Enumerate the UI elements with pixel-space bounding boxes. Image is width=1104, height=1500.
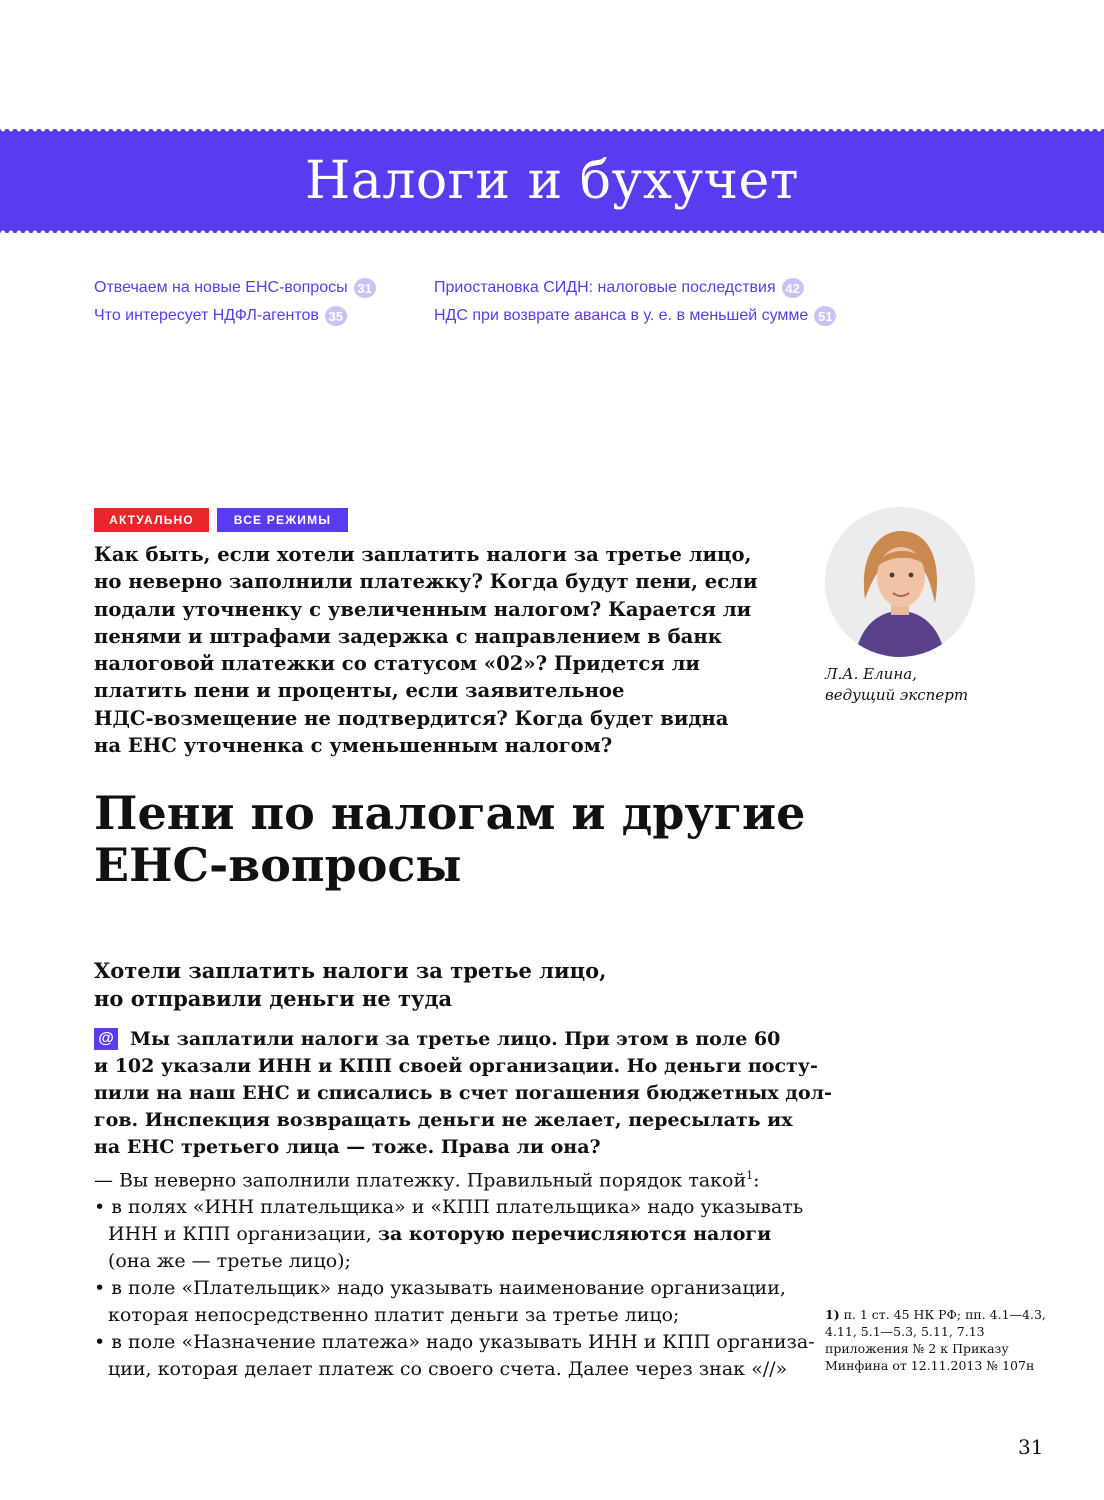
bullet-text: ИНН и КПП организации, bbox=[108, 1223, 378, 1246]
subheading-line: но отправили деньги не туда bbox=[94, 986, 453, 1011]
bullet-emphasis: за которую перечисляются налоги bbox=[377, 1223, 772, 1246]
lead-line: на ЕНС уточненка с уменьшенным налогом? bbox=[94, 734, 613, 758]
band-scallop-bottom bbox=[0, 230, 1104, 236]
article-title bbox=[94, 787, 814, 891]
toc-item[interactable] bbox=[434, 274, 836, 302]
tag-all-modes: ВСЕ РЕЖИМЫ bbox=[217, 508, 348, 532]
bullet-line: (она же — третье лицо); bbox=[108, 1250, 351, 1273]
footnote-number: 1) bbox=[825, 1307, 840, 1322]
answer-intro-end: : bbox=[753, 1169, 760, 1192]
author-portrait bbox=[825, 507, 975, 657]
toc-column-1 bbox=[94, 274, 376, 330]
toc-item[interactable] bbox=[434, 302, 836, 330]
bullet-line: ции, которая делает платеж со своего счета. Далее через знак «//» bbox=[108, 1358, 788, 1381]
author-caption bbox=[825, 664, 968, 706]
lead-line: Как быть, если хотели заплатить налоги за третье лицо, bbox=[94, 543, 752, 566]
toc-item[interactable] bbox=[94, 274, 376, 302]
author-name: Л.А. Елина, bbox=[825, 665, 917, 683]
toc-item[interactable] bbox=[94, 302, 376, 330]
toc-label: Приостановка СИДН: налоговые последствия bbox=[434, 279, 776, 296]
bullet-line: которая непосредственно платит деньги за третье лицо; bbox=[108, 1304, 680, 1327]
lead-line: НДС-возмещение не подтвердится? Когда будет видна bbox=[94, 706, 729, 730]
title-line: Пени по налогам и другие bbox=[94, 786, 806, 840]
article-lead bbox=[94, 541, 794, 759]
page-number: 31 bbox=[1018, 1435, 1044, 1459]
section-header-band bbox=[0, 129, 1104, 233]
answer-intro: — Вы неверно заполнили платежку. Правильный порядок такой bbox=[94, 1169, 747, 1192]
footnote-text: п. 1 ст. 45 НК РФ; пп. 4.1—4.3, 4.11, 5.1—5.3, 5.11, 7.13 приложения № 2 к Приказу Минфина от 12.11.2013 № 107н bbox=[825, 1307, 1046, 1373]
toc-page-badge: 42 bbox=[782, 278, 804, 298]
toc-label: Отвечаем на новые ЕНС-вопросы bbox=[94, 279, 348, 296]
article-tags bbox=[94, 508, 348, 532]
bullet-line: • в полях «ИНН плательщика» и «КПП плательщика» надо указывать bbox=[94, 1196, 804, 1219]
tag-actual: АКТУАЛЬНО bbox=[94, 508, 209, 532]
footnote bbox=[825, 1306, 1055, 1374]
question-line: Мы заплатили налоги за третье лицо. При этом в поле 60 bbox=[130, 1028, 781, 1050]
lead-line: налоговой платежки со статусом «02»? Придется ли bbox=[94, 652, 700, 676]
portrait-illustration bbox=[825, 507, 975, 657]
author-role: ведущий эксперт bbox=[825, 686, 969, 704]
section-title: Налоги и бухучет bbox=[304, 151, 800, 211]
title-line: ЕНС-вопросы bbox=[94, 838, 462, 892]
question-line: на ЕНС третьего лица — тоже. Права ли она? bbox=[94, 1136, 601, 1158]
toc-label: Что интересует НДФЛ-агентов bbox=[94, 307, 319, 324]
lead-line: пенями и штрафами задержка с направлением в банк bbox=[94, 624, 722, 648]
question-line: гов. Инспекция возвращать деньги не желает, пересылать их bbox=[94, 1109, 793, 1131]
at-icon: @ bbox=[94, 1028, 118, 1050]
question-line: пили на наш ЕНС и списались в счет погашения бюджетных дол- bbox=[94, 1082, 832, 1104]
band-scallop-top bbox=[0, 126, 1104, 132]
toc-label: НДС при возврате аванса в у. е. в меньшей сумме bbox=[434, 307, 809, 324]
toc-page-badge: 35 bbox=[325, 306, 347, 326]
toc-page-badge: 31 bbox=[354, 278, 376, 298]
reader-question bbox=[94, 1026, 832, 1161]
toc-page-badge: 51 bbox=[814, 306, 836, 326]
footnote-ref[interactable]: 1 bbox=[746, 1169, 754, 1182]
lead-line: но неверно заполнили платежку? Когда будут пени, если bbox=[94, 570, 758, 594]
bullet-line: • в поле «Плательщик» надо указывать наименование организации, bbox=[94, 1277, 786, 1300]
expert-answer bbox=[94, 1162, 815, 1383]
toc-column-2 bbox=[434, 274, 836, 330]
question-line: и 102 указали ИНН и КПП своей организации. Но деньги посту- bbox=[94, 1055, 818, 1077]
lead-line: подали уточненку с увеличенным налогом? Карается ли bbox=[94, 597, 752, 621]
subheading-line: Хотели заплатить налоги за третье лицо, bbox=[94, 958, 607, 983]
article-subheading bbox=[94, 957, 606, 1013]
bullet-line: • в поле «Назначение платежа» надо указывать ИНН и КПП организа- bbox=[94, 1331, 815, 1354]
lead-line: платить пени и проценты, если заявительное bbox=[94, 679, 625, 703]
